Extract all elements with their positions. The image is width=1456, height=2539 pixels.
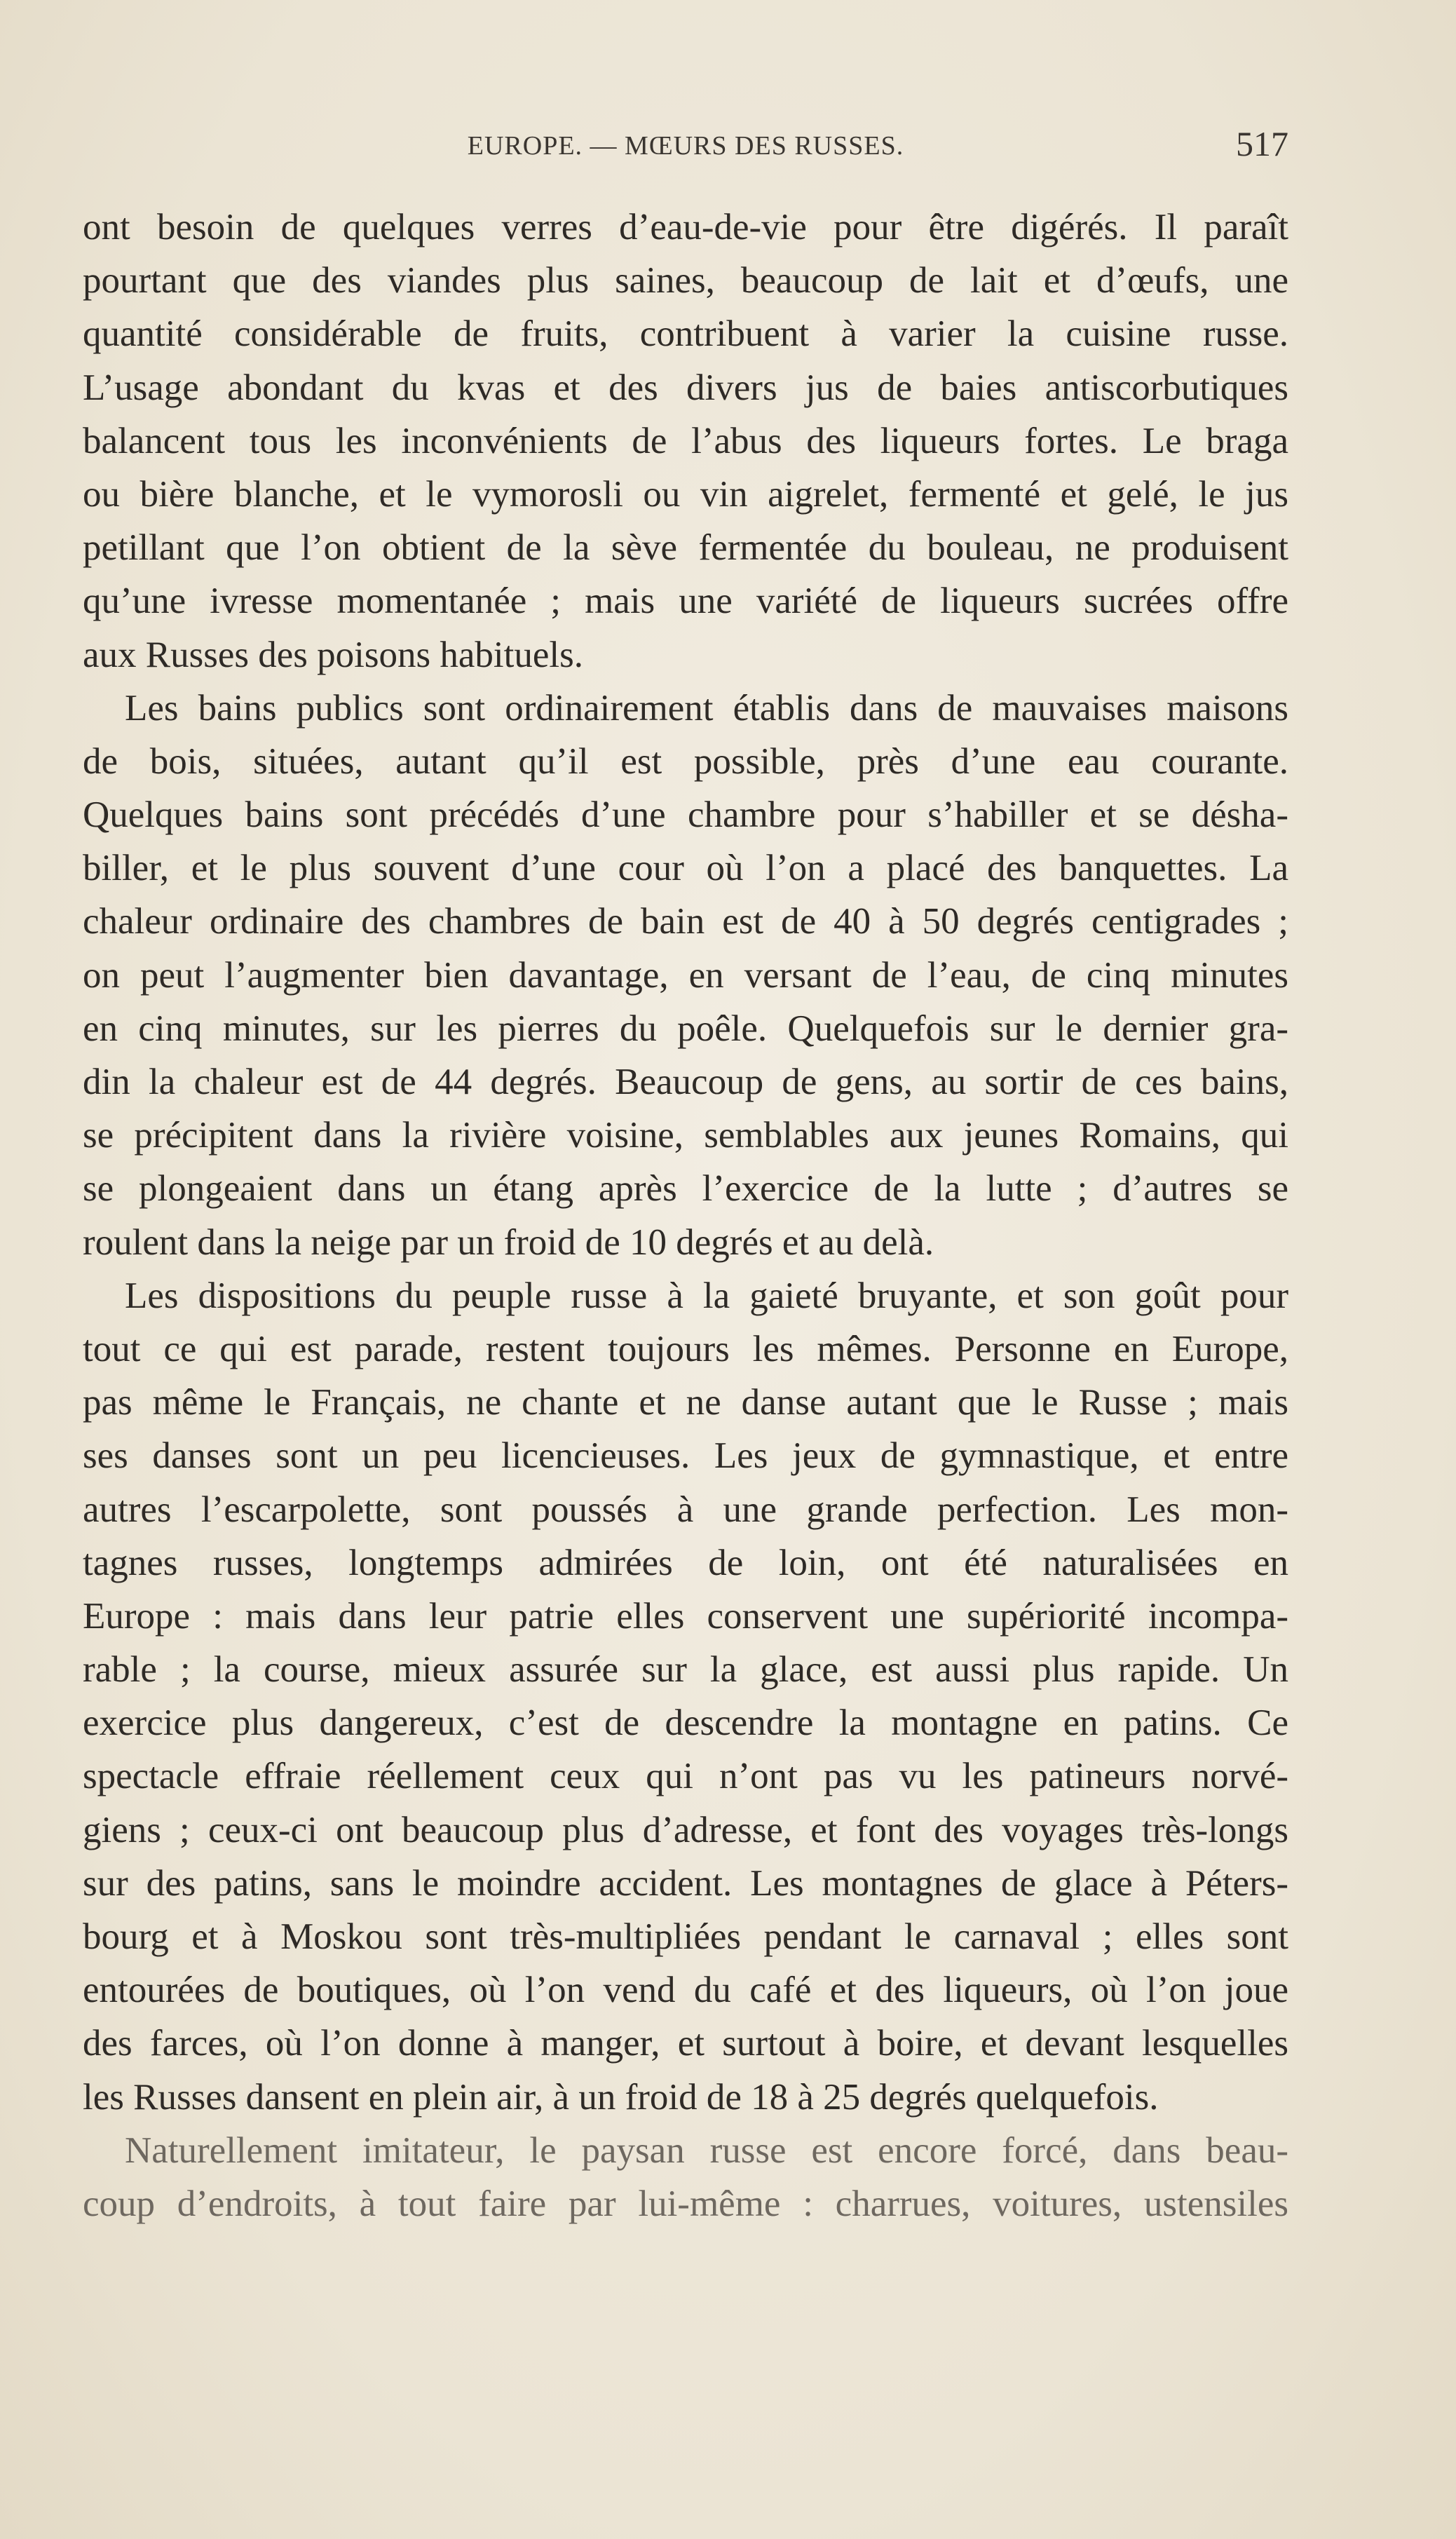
text-line: quantité considérable de fruits, contribuent à varier la cuisine russe. <box>83 313 1288 355</box>
text-line: se précipitent dans la rivière voisine, semblables aux jeunes Romains, qui <box>83 1115 1288 1156</box>
text-line: entourées de boutiques, où l’on vend du café et des liqueurs, où l’on joue <box>83 1970 1288 2011</box>
text-line: biller, et le plus souvent d’une cour où l’on a placé des banquettes. La <box>83 848 1288 889</box>
text-line: ses danses sont un peu licencieuses. Les jeux de gymnastique, et entre <box>83 1435 1288 1477</box>
text-line: Les bains publics sont ordinairement établis dans de mauvaises maisons <box>125 687 1288 729</box>
text-line: giens ; ceux-ci ont beaucoup plus d’adresse, et font des voyages très-longs <box>83 1809 1288 1850</box>
text-line: tagnes russes, longtemps admirées de loin, ont été naturalisées en <box>83 1542 1288 1583</box>
text-line: qu’une ivresse momentanée ; mais une variété de liqueurs sucrées offre <box>83 581 1288 622</box>
text-line: ont besoin de quelques verres d’eau-de-vie pour être digérés. Il paraît <box>83 207 1288 248</box>
text-line: spectacle effraie réellement ceux qui n’ont pas vu les patineurs norvé- <box>83 1756 1288 1797</box>
body-text <box>83 201 1288 2230</box>
text-line: se plongeaient dans un étang après l’exercice de la lutte ; d’autres se <box>83 1168 1288 1210</box>
page-number: 517 <box>1236 124 1288 163</box>
running-head: EUROPE. — MŒURS DES RUSSES. <box>467 131 904 161</box>
text-line: coup d’endroits, à tout faire par lui-même : charrues, voitures, ustensiles <box>83 2183 1288 2224</box>
text-line: Europe : mais dans leur patrie elles conservent une supériorité incompa- <box>83 1595 1288 1637</box>
text-line: Les dispositions du peuple russe à la gaieté bruyante, et son goût pour <box>125 1275 1288 1316</box>
text-line: bourg et à Moskou sont très-multipliées pendant le carnaval ; elles sont <box>83 1916 1288 1957</box>
text-line: les Russes dansent en plein air, à un froid de 18 à 25 degrés quelquefois. <box>83 2076 1159 2118</box>
text-line: L’usage abondant du kvas et des divers jus de baies antiscorbutiques <box>83 367 1288 408</box>
text-line: autres l’escarpolette, sont poussés à une grande perfection. Les mon- <box>83 1489 1288 1530</box>
text-line: pourtant que des viandes plus saines, beaucoup de lait et d’œufs, une <box>83 260 1288 302</box>
text-line: chaleur ordinaire des chambres de bain est de 40 à 50 degrés centigrades ; <box>83 901 1288 942</box>
text-line: balancent tous les inconvénients de l’abus des liqueurs fortes. Le braga <box>83 420 1288 461</box>
text-line: tout ce qui est parade, restent toujours les mêmes. Personne en Europe, <box>83 1328 1288 1369</box>
text-line: roulent dans la neige par un froid de 10 degrés et au delà. <box>83 1221 934 1263</box>
text-line: aux Russes des poisons habituels. <box>83 634 583 675</box>
text-line: en cinq minutes, sur les pierres du poêle. Quelquefois sur le dernier gra- <box>83 1008 1288 1049</box>
text-line: rable ; la course, mieux assurée sur la glace, est aussi plus rapide. Un <box>83 1649 1288 1691</box>
text-line: sur des patins, sans le moindre accident. Les montagnes de glace à Péters- <box>83 1862 1288 1904</box>
text-line: din la chaleur est de 44 degrés. Beaucoup de gens, au sortir de ces bains, <box>83 1062 1288 1102</box>
text-line: ou bière blanche, et le vymorosli ou vin aigrelet, fermenté et gelé, le jus <box>83 473 1288 515</box>
page-header <box>83 118 1288 174</box>
text-line: des farces, où l’on donne à manger, et surtout à boire, et devant lesquelles <box>83 2023 1288 2064</box>
text-line: on peut l’augmenter bien davantage, en versant de l’eau, de cinq minutes <box>83 954 1288 996</box>
text-line: exercice plus dangereux, c’est de descendre la montagne en patins. Ce <box>83 1702 1288 1744</box>
text-line: Naturellement imitateur, le paysan russe est encore forcé, dans beau- <box>125 2130 1288 2171</box>
text-line: pas même le Français, ne chante et ne danse autant que le Russe ; mais <box>83 1382 1288 1423</box>
text-line: de bois, situées, autant qu’il est possible, près d’une eau courante. <box>83 740 1288 782</box>
text-line: petillant que l’on obtient de la sève fermentée du bouleau, ne produisent <box>83 527 1288 569</box>
text-line: Quelques bains sont précédés d’une chambre pour s’habiller et se désha- <box>83 794 1288 836</box>
